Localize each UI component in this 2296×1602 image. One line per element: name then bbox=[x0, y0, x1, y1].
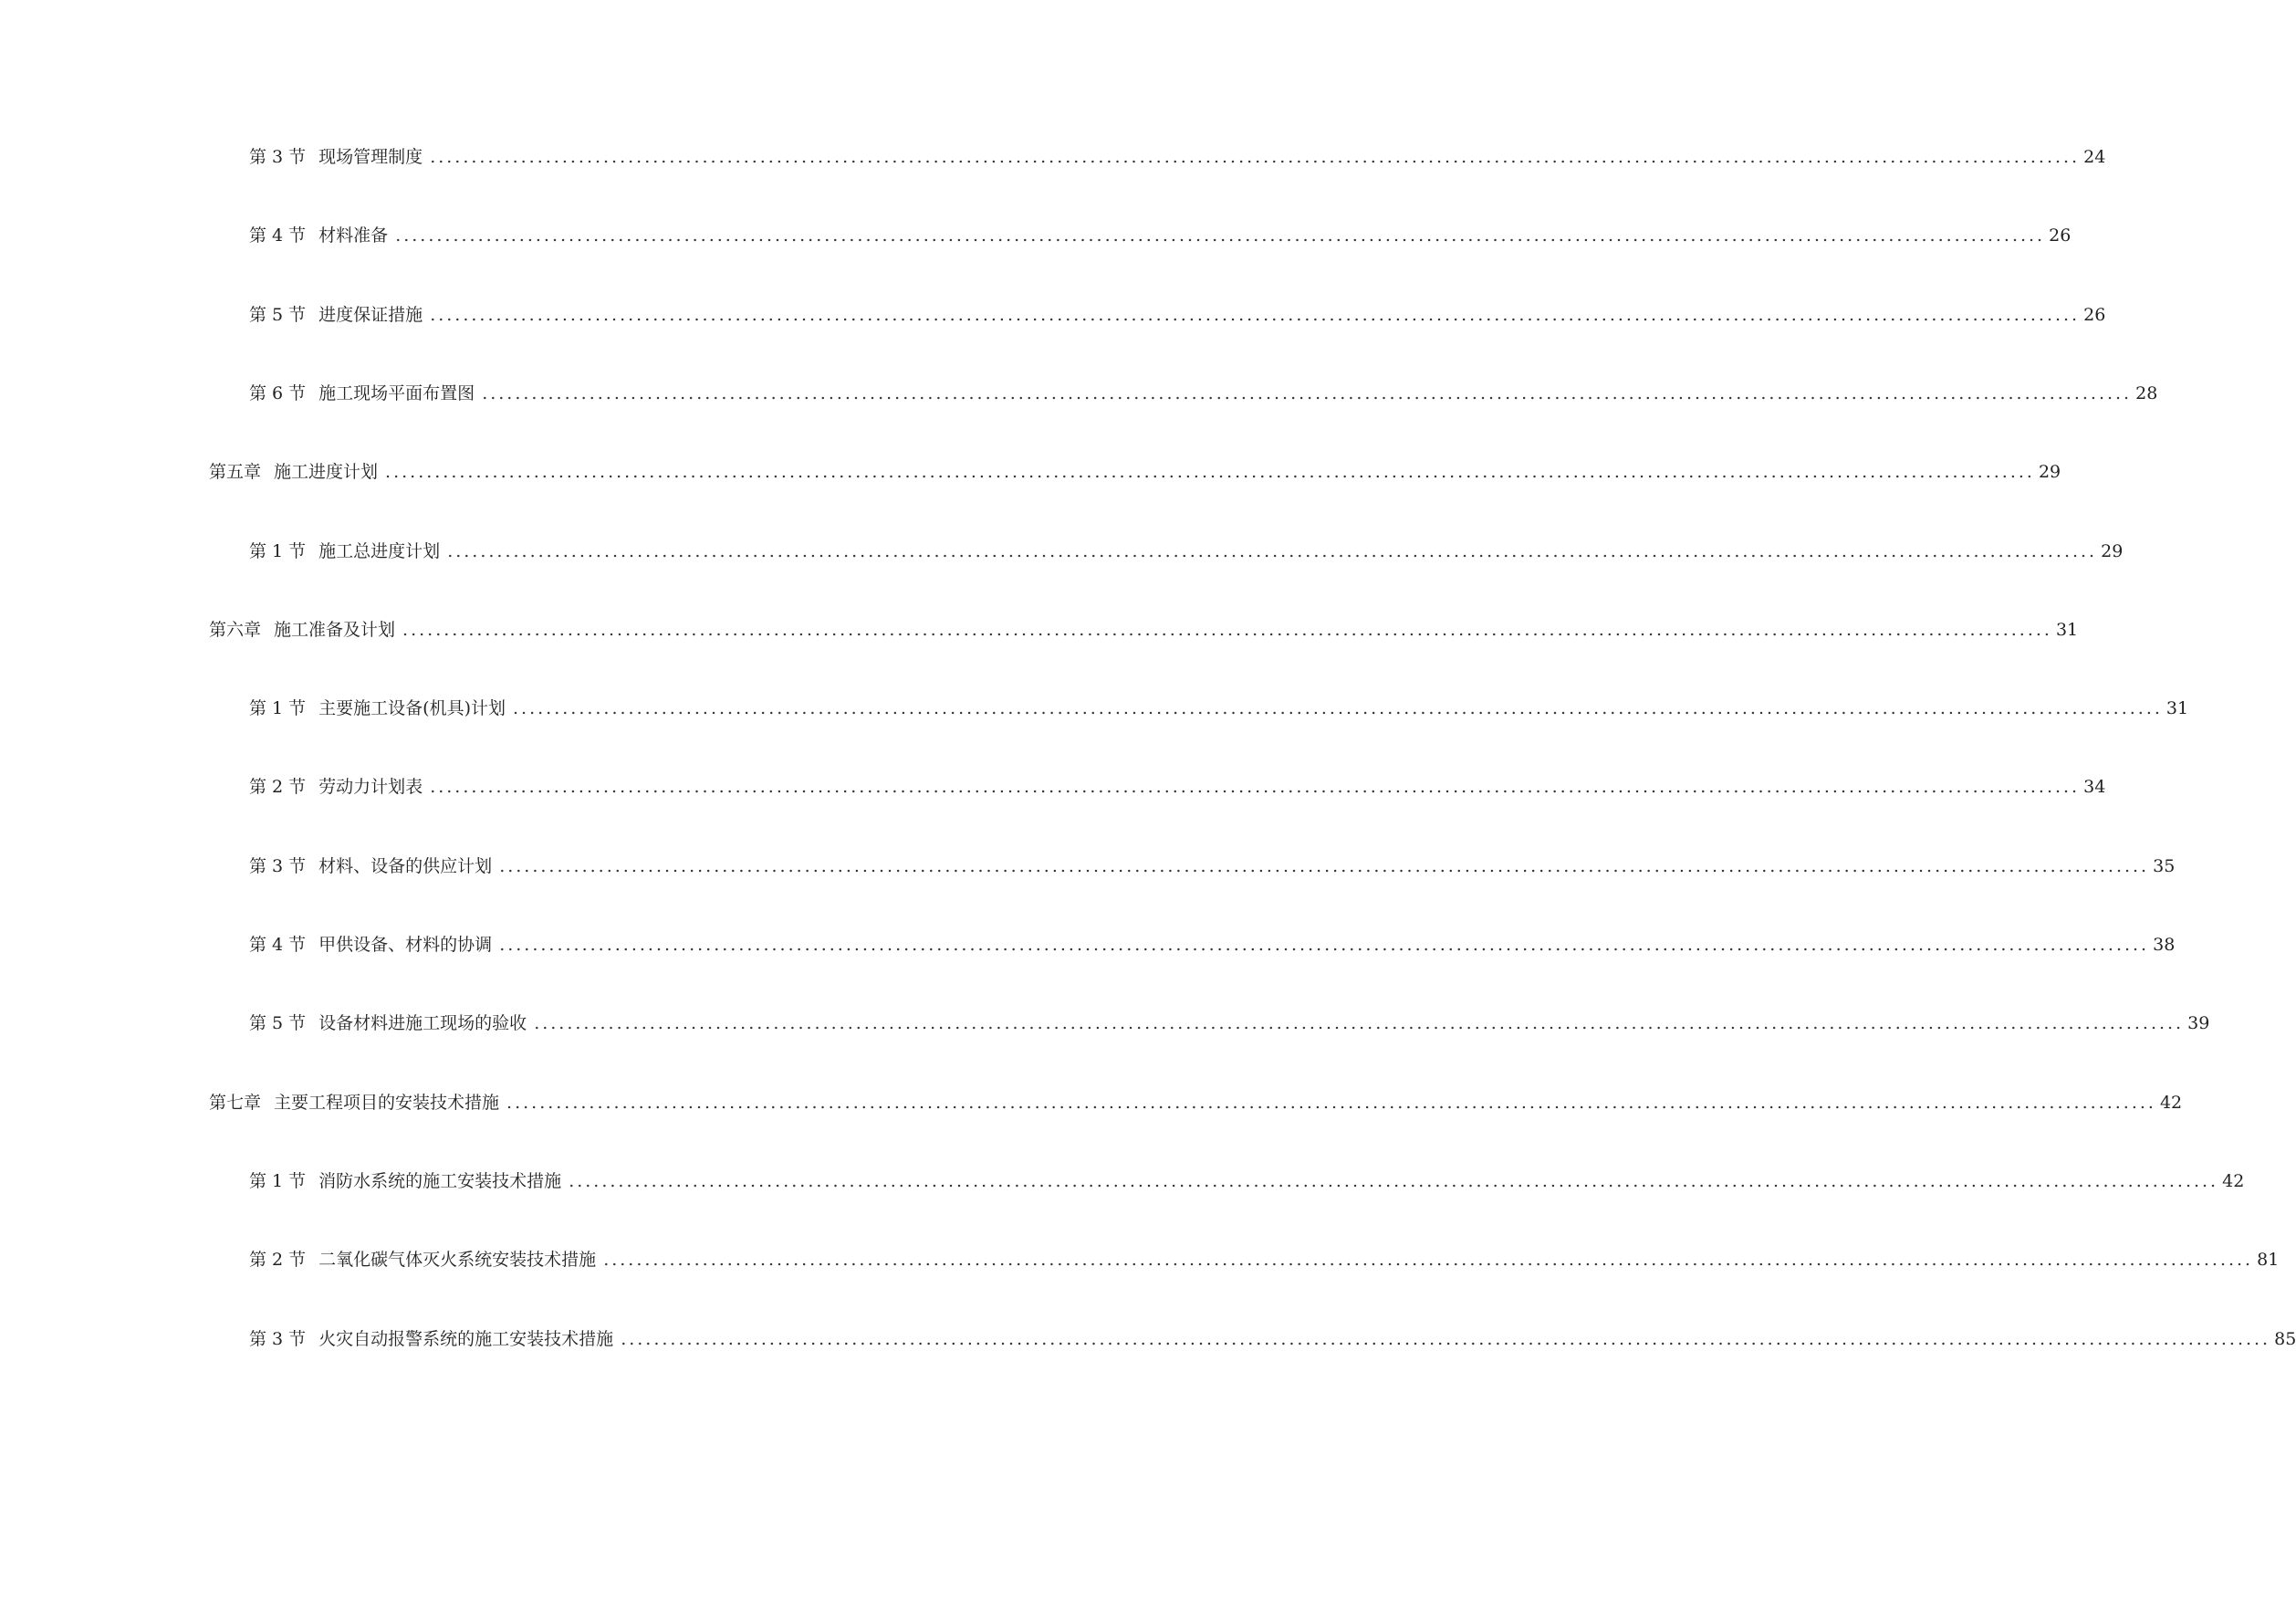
entry-title: 施工总进度计划 bbox=[318, 541, 441, 561]
entry-page-number: 85 bbox=[2274, 1329, 2296, 1349]
dot-leader: ........................................................................................................................................................................................................ bbox=[430, 147, 2081, 167]
entry-title: 材料准备 bbox=[318, 225, 389, 246]
toc-section-entry[interactable] bbox=[249, 1328, 2296, 1350]
dot-leader: ........................................................................................................................................................................................................ bbox=[621, 1329, 2271, 1349]
toc-section-entry[interactable] bbox=[249, 382, 2158, 404]
dot-leader: ........................................................................................................................................................................................................ bbox=[569, 1171, 2219, 1191]
dot-leader: ........................................................................................................................................................................................................ bbox=[385, 462, 2035, 482]
entry-page-number: 29 bbox=[2038, 462, 2061, 482]
entry-label: 第 2 节 bbox=[249, 777, 307, 797]
dot-leader: ........................................................................................................................................................................................................ bbox=[447, 541, 2098, 561]
toc-section-entry[interactable] bbox=[249, 1170, 2245, 1192]
toc-section-entry[interactable] bbox=[249, 1012, 2210, 1034]
dot-leader: ........................................................................................................................................................................................................ bbox=[534, 1013, 2185, 1033]
entry-title: 主要工程项目的安装技术措施 bbox=[274, 1093, 500, 1113]
entry-title: 进度保证措施 bbox=[318, 305, 423, 325]
dot-leader: ........................................................................................................................................................................................................ bbox=[499, 856, 2150, 876]
entry-title: 施工进度计划 bbox=[274, 462, 379, 482]
dot-leader: ........................................................................................................................................................................................................ bbox=[506, 1093, 2156, 1113]
toc-chapter-entry[interactable] bbox=[209, 1092, 2183, 1114]
entry-title: 施工现场平面布置图 bbox=[318, 383, 475, 403]
entry-label: 第 3 节 bbox=[249, 1329, 307, 1349]
entry-page-number: 31 bbox=[2055, 620, 2079, 640]
entry-label: 第 1 节 bbox=[249, 541, 307, 561]
entry-label: 第六章 bbox=[209, 620, 262, 640]
entry-page-number: 35 bbox=[2153, 856, 2176, 876]
entry-label: 第 5 节 bbox=[249, 305, 307, 325]
dot-leader: ........................................................................................................................................................................................................ bbox=[499, 935, 2150, 955]
entry-page-number: 42 bbox=[2159, 1093, 2183, 1113]
entry-page-number: 42 bbox=[2222, 1171, 2245, 1191]
entry-title: 设备材料进施工现场的验收 bbox=[318, 1013, 527, 1033]
entry-page-number: 26 bbox=[2049, 225, 2072, 246]
toc-section-entry[interactable] bbox=[249, 304, 2106, 326]
entry-title: 火灾自动报警系统的施工安装技术措施 bbox=[318, 1329, 614, 1349]
entry-title: 甲供设备、材料的协调 bbox=[318, 935, 493, 955]
entry-page-number: 81 bbox=[2257, 1250, 2280, 1270]
toc-section-entry[interactable] bbox=[249, 855, 2176, 877]
entry-label: 第 4 节 bbox=[249, 225, 307, 246]
entry-label: 第 1 节 bbox=[249, 1171, 307, 1191]
entry-label: 第七章 bbox=[209, 1093, 262, 1113]
entry-label: 第 2 节 bbox=[249, 1250, 307, 1270]
entry-label: 第五章 bbox=[209, 462, 262, 482]
entry-title: 施工准备及计划 bbox=[274, 620, 396, 640]
toc-section-entry[interactable] bbox=[249, 225, 2072, 246]
entry-page-number: 39 bbox=[2187, 1013, 2210, 1033]
entry-page-number: 24 bbox=[2083, 147, 2106, 167]
entry-label: 第 3 节 bbox=[249, 147, 307, 167]
entry-page-number: 28 bbox=[2135, 383, 2158, 403]
toc-section-entry[interactable] bbox=[249, 776, 2106, 798]
dot-leader: ........................................................................................................................................................................................................ bbox=[402, 620, 2052, 640]
entry-label: 第 1 节 bbox=[249, 698, 307, 718]
entry-title: 主要施工设备(机具)计划 bbox=[318, 698, 506, 718]
entry-title: 二氧化碳气体灭火系统安装技术措施 bbox=[318, 1250, 597, 1270]
toc-chapter-entry[interactable] bbox=[209, 619, 2079, 641]
entry-label: 第 6 节 bbox=[249, 383, 307, 403]
entry-page-number: 38 bbox=[2153, 935, 2176, 955]
entry-page-number: 29 bbox=[2101, 541, 2124, 561]
entry-page-number: 26 bbox=[2083, 305, 2106, 325]
dot-leader: ........................................................................................................................................................................................................ bbox=[513, 698, 2163, 718]
entry-label: 第 3 节 bbox=[249, 856, 307, 876]
toc-section-entry[interactable] bbox=[249, 540, 2124, 562]
toc-section-entry[interactable] bbox=[249, 146, 2106, 168]
dot-leader: ........................................................................................................................................................................................................ bbox=[603, 1250, 2254, 1270]
dot-leader: ........................................................................................................................................................................................................ bbox=[430, 777, 2081, 797]
entry-page-number: 34 bbox=[2083, 777, 2106, 797]
dot-leader: ........................................................................................................................................................................................................ bbox=[482, 383, 2133, 403]
entry-page-number: 31 bbox=[2166, 698, 2189, 718]
toc-section-entry[interactable] bbox=[249, 697, 2189, 719]
entry-label: 第 5 节 bbox=[249, 1013, 307, 1033]
dot-leader: ........................................................................................................................................................................................................ bbox=[395, 225, 2046, 246]
entry-title: 材料、设备的供应计划 bbox=[318, 856, 493, 876]
toc-section-entry[interactable] bbox=[249, 934, 2176, 956]
toc-chapter-entry[interactable] bbox=[209, 461, 2061, 483]
toc-section-entry[interactable] bbox=[249, 1249, 2280, 1271]
entry-label: 第 4 节 bbox=[249, 935, 307, 955]
entry-title: 现场管理制度 bbox=[318, 147, 423, 167]
entry-title: 劳动力计划表 bbox=[318, 777, 423, 797]
entry-title: 消防水系统的施工安装技术措施 bbox=[318, 1171, 562, 1191]
dot-leader: ........................................................................................................................................................................................................ bbox=[430, 305, 2081, 325]
